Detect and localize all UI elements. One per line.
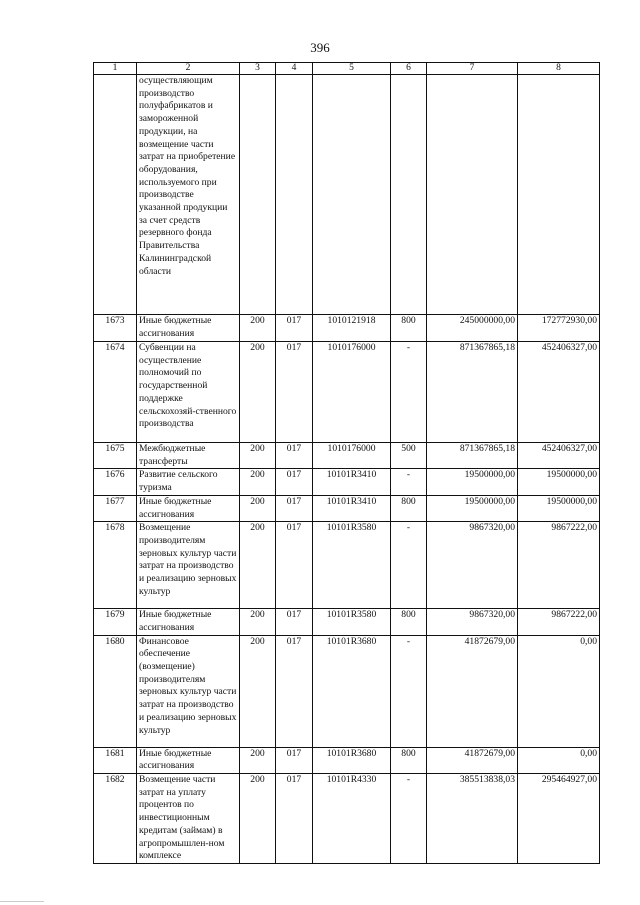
row-subsection xyxy=(276,75,313,315)
row-section: 200 xyxy=(240,774,276,864)
row-description: Возмещение производителям зерновых культур части затрат на производство и реализацию зерновых культур xyxy=(137,522,240,609)
row-number: 1674 xyxy=(94,342,137,443)
row-description: Межбюджетные трансферты xyxy=(137,443,240,469)
row-section: 200 xyxy=(240,522,276,609)
table-row xyxy=(94,774,600,864)
row-expense-type: - xyxy=(391,469,427,495)
col-header-2: 2 xyxy=(137,63,240,75)
row-subsection: 017 xyxy=(276,469,313,495)
header-row xyxy=(94,63,600,75)
col-header-6: 6 xyxy=(391,63,427,75)
table-row xyxy=(94,609,600,635)
row-description: Развитие сельского туризма xyxy=(137,469,240,495)
row-subsection: 017 xyxy=(276,774,313,864)
row-description: Возмещение части затрат на уплату процентов по инвестиционным кредитам (займам) в агропромышлен-ном комплексе xyxy=(137,774,240,864)
row-target-code xyxy=(313,75,391,315)
row-section: 200 xyxy=(240,635,276,747)
table-row xyxy=(94,495,600,521)
table-row xyxy=(94,75,600,315)
row-description: Иные бюджетные ассигнования xyxy=(137,609,240,635)
row-number: 1675 xyxy=(94,443,137,469)
row-target-code: 10101R3580 xyxy=(313,609,391,635)
row-amount-executed: 0,00 xyxy=(518,747,600,773)
row-number: 1680 xyxy=(94,635,137,747)
row-section: 200 xyxy=(240,469,276,495)
row-subsection: 017 xyxy=(276,495,313,521)
row-amount-planned: 385513838,03 xyxy=(427,774,518,864)
row-number: 1677 xyxy=(94,495,137,521)
row-subsection: 017 xyxy=(276,315,313,342)
row-amount-executed: 9867222,00 xyxy=(518,609,600,635)
col-header-1: 1 xyxy=(94,63,137,75)
row-target-code: 10101R3680 xyxy=(313,635,391,747)
row-section: 200 xyxy=(240,315,276,342)
row-target-code: 10101R3680 xyxy=(313,747,391,773)
row-subsection: 017 xyxy=(276,609,313,635)
row-number: 1676 xyxy=(94,469,137,495)
row-description: Субвенции на осуществление полномочий по государственной поддержке сельскохозяй-ственного производства xyxy=(137,342,240,443)
row-expense-type: 800 xyxy=(391,315,427,342)
row-number: 1681 xyxy=(94,747,137,773)
col-header-8: 8 xyxy=(518,63,600,75)
row-amount-planned: 9867320,00 xyxy=(427,609,518,635)
row-amount-executed: 452406327,00 xyxy=(518,342,600,443)
row-description: Иные бюджетные ассигнования xyxy=(137,315,240,342)
page-number: 396 xyxy=(310,40,330,55)
row-subsection: 017 xyxy=(276,522,313,609)
row-expense-type: - xyxy=(391,522,427,609)
row-section xyxy=(240,75,276,315)
row-target-code: 10101R4330 xyxy=(313,774,391,864)
row-number: 1673 xyxy=(94,315,137,342)
row-amount-executed: 0,00 xyxy=(518,635,600,747)
budget-table xyxy=(93,62,600,864)
row-amount-executed: 19500000,00 xyxy=(518,495,600,521)
row-number: 1678 xyxy=(94,522,137,609)
row-amount-planned: 871367865,18 xyxy=(427,342,518,443)
row-amount-planned: 41872679,00 xyxy=(427,747,518,773)
row-section: 200 xyxy=(240,443,276,469)
row-amount-planned xyxy=(427,75,518,315)
row-amount-executed: 172772930,00 xyxy=(518,315,600,342)
row-number: 1679 xyxy=(94,609,137,635)
table-row xyxy=(94,342,600,443)
table-row xyxy=(94,747,600,773)
table-row xyxy=(94,315,600,342)
row-amount-executed xyxy=(518,75,600,315)
row-number: 1682 xyxy=(94,774,137,864)
row-amount-executed: 452406327,00 xyxy=(518,443,600,469)
row-description: осуществляющим производство полуфабрикатов и замороженной продукции, на возмещение части затрат на приобретение оборудования, используемого при производстве указанной продукции за счет средств резервного фонда Правительства Калининградской области xyxy=(137,75,240,315)
row-expense-type: 500 xyxy=(391,443,427,469)
table-row xyxy=(94,635,600,747)
row-target-code: 10101R3410 xyxy=(313,495,391,521)
row-target-code: 1010121918 xyxy=(313,315,391,342)
row-description: Финансовое обеспечение (возмещение) производителям зерновых культур части затрат на производство и реализацию зерновых культур xyxy=(137,635,240,747)
col-header-3: 3 xyxy=(240,63,276,75)
row-amount-planned: 871367865,18 xyxy=(427,443,518,469)
row-target-code: 1010176000 xyxy=(313,342,391,443)
row-subsection: 017 xyxy=(276,635,313,747)
table-row xyxy=(94,443,600,469)
row-amount-planned: 19500000,00 xyxy=(427,495,518,521)
row-subsection: 017 xyxy=(276,747,313,773)
row-subsection: 017 xyxy=(276,443,313,469)
row-amount-planned: 9867320,00 xyxy=(427,522,518,609)
row-section: 200 xyxy=(240,342,276,443)
row-expense-type: 800 xyxy=(391,495,427,521)
col-header-5: 5 xyxy=(313,63,391,75)
row-target-code: 1010176000 xyxy=(313,443,391,469)
table-row xyxy=(94,522,600,609)
row-section: 200 xyxy=(240,747,276,773)
row-expense-type: 800 xyxy=(391,747,427,773)
row-expense-type: - xyxy=(391,635,427,747)
row-expense-type: - xyxy=(391,342,427,443)
scan-edge-line xyxy=(0,901,44,902)
col-header-7: 7 xyxy=(427,63,518,75)
row-amount-planned: 19500000,00 xyxy=(427,469,518,495)
row-subsection: 017 xyxy=(276,342,313,443)
row-description: Иные бюджетные ассигнования xyxy=(137,747,240,773)
row-amount-executed: 295464927,00 xyxy=(518,774,600,864)
row-expense-type xyxy=(391,75,427,315)
row-amount-executed: 19500000,00 xyxy=(518,469,600,495)
row-expense-type: - xyxy=(391,774,427,864)
row-amount-executed: 9867222,00 xyxy=(518,522,600,609)
row-target-code: 10101R3580 xyxy=(313,522,391,609)
row-expense-type: 800 xyxy=(391,609,427,635)
row-section: 200 xyxy=(240,609,276,635)
row-target-code: 10101R3410 xyxy=(313,469,391,495)
row-amount-planned: 41872679,00 xyxy=(427,635,518,747)
row-number xyxy=(94,75,137,315)
row-description: Иные бюджетные ассигнования xyxy=(137,495,240,521)
col-header-4: 4 xyxy=(276,63,313,75)
table-row xyxy=(94,469,600,495)
row-section: 200 xyxy=(240,495,276,521)
row-amount-planned: 245000000,00 xyxy=(427,315,518,342)
